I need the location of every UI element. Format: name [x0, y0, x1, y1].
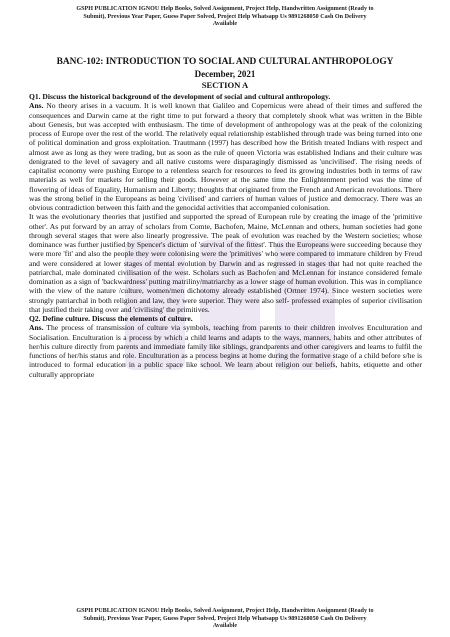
footer-line-3: Available [212, 623, 238, 630]
answer-1-paragraph-1 [29, 101, 422, 212]
header-line-1: GSPH PUBLICATION IGNOU Help Books, Solved Assignment, Project Help, Handwritten Assignment (Ready to [76, 6, 374, 12]
question-2: Q2. Define culture. Discuss the elements of culture. [29, 314, 193, 323]
answer-label: Ans. [29, 323, 44, 333]
header-line-3: Available [212, 21, 238, 28]
section-heading: SECTION A [201, 79, 249, 90]
header-line-2: Submit), Previous Year Paper, Guess Paper Solved, Project Help Whatsapp Us 9891268050 Cash On Delivery [83, 13, 367, 20]
question-1: Q1. Discuss the historical background of the development of social and cultural anthropology. [29, 92, 331, 101]
answer-label: Ans. [29, 101, 44, 111]
answer-1-text: No theory arises in a vacuum. It is well known that Galileo and Copernicus were ahead of their times and suffered the consequences and Darwin came at the right time to put forward a theory that completely shook what was written in the Bible about Genesis, but was accepted with enthusiasm. The time of development of anthropology was at the peak of the colonizing process of Europe over the rest of the world. The relatively equal relationship established through trade was being turned into one of political domination and gross exploitation. Trautmann (1997) has described how the British treated Indians with respect and almost awe as long as they were trading, but as soon as the rule of queen Victoria was established Indians and their culture was denigrated to the level of savagery and all native customs were disparagingly dismissed as 'uncivilised'. The rising needs of capitalist economy were pushing Europe to a relentless search for resources to feed its growing industries both in terms of raw materials as well for markets for selling their goods. However at the same time the Enlightenment period was the time of flowering of ideas of Equality, Humanism and Liberty; thoughts that originated from the French and American revolutions. There was the strong belief in the Europeans as being 'civilised' and carriers of human values of justice and democracy. There was an obvious contradiction between this faith and the genocidal activities that accompanied colonisation. [29, 101, 422, 212]
course-title: BANC-102: INTRODUCTION TO SOCIAL AND CULTURAL ANTHROPOLOGY [56, 57, 394, 67]
page-footer [30, 608, 420, 631]
answer-2-paragraph-1 [29, 323, 422, 379]
answer-2-text: The process of transmission of culture via symbols, teaching from parents to their children involves Enculturation and Socialisation. Enculturation is a process by which a child learns and adapts to the ways, manners, habits and other attributes of her/his culture directly from parents and immediate family like siblings, grandparents and other caregivers and learns to fulfil the functions of her/his status and role. Enculturation as a process begins at home during the formative stage of a child before s/he is introduced to formal education in a public space like school. We learn about religion our beliefs, habits, etiquette and other culturally appropriate [29, 323, 422, 379]
exam-session: December, 2021 [194, 68, 256, 79]
title-block [0, 57, 450, 90]
footer-line-1: GSPH PUBLICATION IGNOU Help Books, Solved Assignment, Project Help, Handwritten Assignment (Ready to [76, 608, 374, 614]
document-body [29, 92, 422, 598]
page-header [30, 6, 420, 29]
footer-line-2: Submit), Previous Year Paper, Guess Paper Solved, Project Help Whatsapp Us 9891268050 Cash On Delivery [83, 615, 367, 622]
answer-1-paragraph-2: It was the evolutionary theories that justified and supported the spread of European rule by creating the image of the 'primitive other'. As put forward by an array of scholars from Comte, Bachofen, Maine, McLennan and others, human societies had gone through several stages that were also linearly progressive. The peak of evolution was reached by the Western societies; whose dominance was further justified by Spencer's dictum of 'survival of the fittest'. Thus the Europeans were succeeding because they were more 'fit' and also the people they were colonising were the 'primitives' who were compared to immature children by Freud and were considered at lower stages of mental evolution by Darwin and as regressed in stages that had not quite reached the patriarchal, male dominated civilisation of the west. Scholars such as Bachofen and McLennan for instance considered female domination as a sign of 'backwardness' putting matriliny/matriarchy as a lower stage of human evolution. This was in compliance with the view of the nature /culture, women/men dichotomy already established (Ortner 1974). Since western societies were strongly patriarchal in both religion and law, they were superior. They were also self- professed examples of superior civilisation that justified their taking over and 'civilising' the primitives. [29, 212, 422, 314]
